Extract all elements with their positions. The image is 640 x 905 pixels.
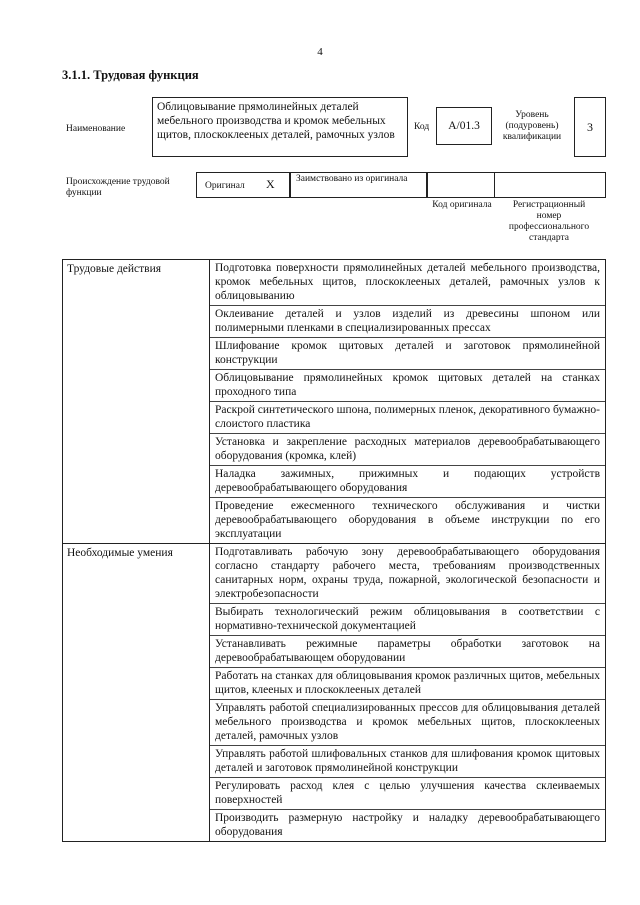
page-number: 4: [317, 46, 323, 58]
list-item: Управлять работой шлифовальных станков для шлифования кромок щитовых деталей и заготовок прямолинейной конструкции: [210, 746, 605, 778]
list-item: Подготовка поверхности прямолинейных деталей мебельного производства, кромок мебельных щитов, плоскоклееных деталей, рамочных узлов к облицовыванию: [210, 260, 605, 306]
name-value: Облицовывание прямолинейных деталей мебельного производства и кромок мебельных щитов, плоскоклееных деталей, рамочных узлов: [157, 101, 395, 141]
list-item: Раскрой синтетического шпона, полимерных пленок, декоративного бумажно-слоистого пластика: [210, 402, 605, 434]
section-title-cell: Трудовые действия: [63, 260, 210, 544]
list-item: Управлять работой специализированных прессов для облицовывания деталей мебельного производства и кромок мебельных щитов, плоскоклееных деталей, рамочных узлов: [210, 700, 605, 746]
original-label: Оригинал: [205, 181, 245, 191]
origin-code-cell: [427, 172, 495, 198]
code-value-box: [436, 107, 492, 145]
level-value-box: [574, 97, 606, 157]
list-item: Шлифование кромок щитовых деталей и заготовок прямолинейной конструкции: [210, 338, 605, 370]
list-item: Наладка зажимных, прижимных и подающих устройств деревообрабатывающего оборудования: [210, 466, 605, 498]
name-label: Наименование: [66, 124, 126, 134]
function-table: [62, 259, 606, 842]
list-item: Проведение ежесменного технического обслуживания и чистки деревообрабатывающего оборудования в объеме инструкции по его эксплуатации: [215, 500, 600, 540]
code-value: A/01.3: [448, 120, 480, 132]
list-item: Установка и закрепление расходных материалов деревообрабатывающего оборудования (кромка, клей): [210, 434, 605, 466]
reg-number-caption: Регистрационный номер профессионального стандарта: [508, 200, 590, 243]
section-row: [63, 544, 606, 842]
origin-code-caption: Код оригинала: [432, 200, 492, 210]
level-label: Уровень (подуровень) квалификации: [502, 110, 562, 142]
section-title: 3.1.1. Трудовая функция: [62, 68, 199, 82]
section-items-cell: [210, 544, 606, 842]
section-items-cell: [210, 260, 606, 544]
list-item: Оклеивание деталей и узлов изделий из древесины шпоном или полимерными пленками в специализированных прессах: [210, 306, 605, 338]
section-row: [63, 260, 606, 544]
origin-label: Происхождение трудовой функции: [66, 177, 170, 198]
name-value-box: [152, 97, 408, 157]
list-item: Подготавливать рабочую зону деревообрабатывающего оборудования согласно стандарту рабочего места, требованиям производственных санитарных норм, охраны труда, пожарной, экологической безопасности и электробезопасности: [210, 544, 605, 604]
borrowed-label: Заимствовано из оригинала: [296, 174, 408, 184]
level-value: 3: [587, 120, 593, 134]
list-item: Устанавливать режимные параметры обработки заготовок на деревообрабатывающем оборудовании: [210, 636, 605, 668]
list-item: Регулировать расход клея с целью улучшения качества склеиваемых поверхностей: [210, 778, 605, 810]
original-mark: X: [266, 177, 275, 191]
list-item: Облицовывание прямолинейных кромок щитовых деталей на станках проходного типа: [210, 370, 605, 402]
code-label: Код: [414, 122, 430, 132]
list-item: Работать на станках для облицовывания кромок различных щитов, мебельных щитов, клееных и плоскоклееных деталей: [210, 668, 605, 700]
list-item: Выбирать технологический режим облицовывания в соответствии с нормативно-технической документацией: [210, 604, 605, 636]
list-item: Производить размерную настройку и наладку деревообрабатывающего оборудования: [215, 812, 600, 838]
section-title-cell: Необходимые умения: [63, 544, 210, 842]
